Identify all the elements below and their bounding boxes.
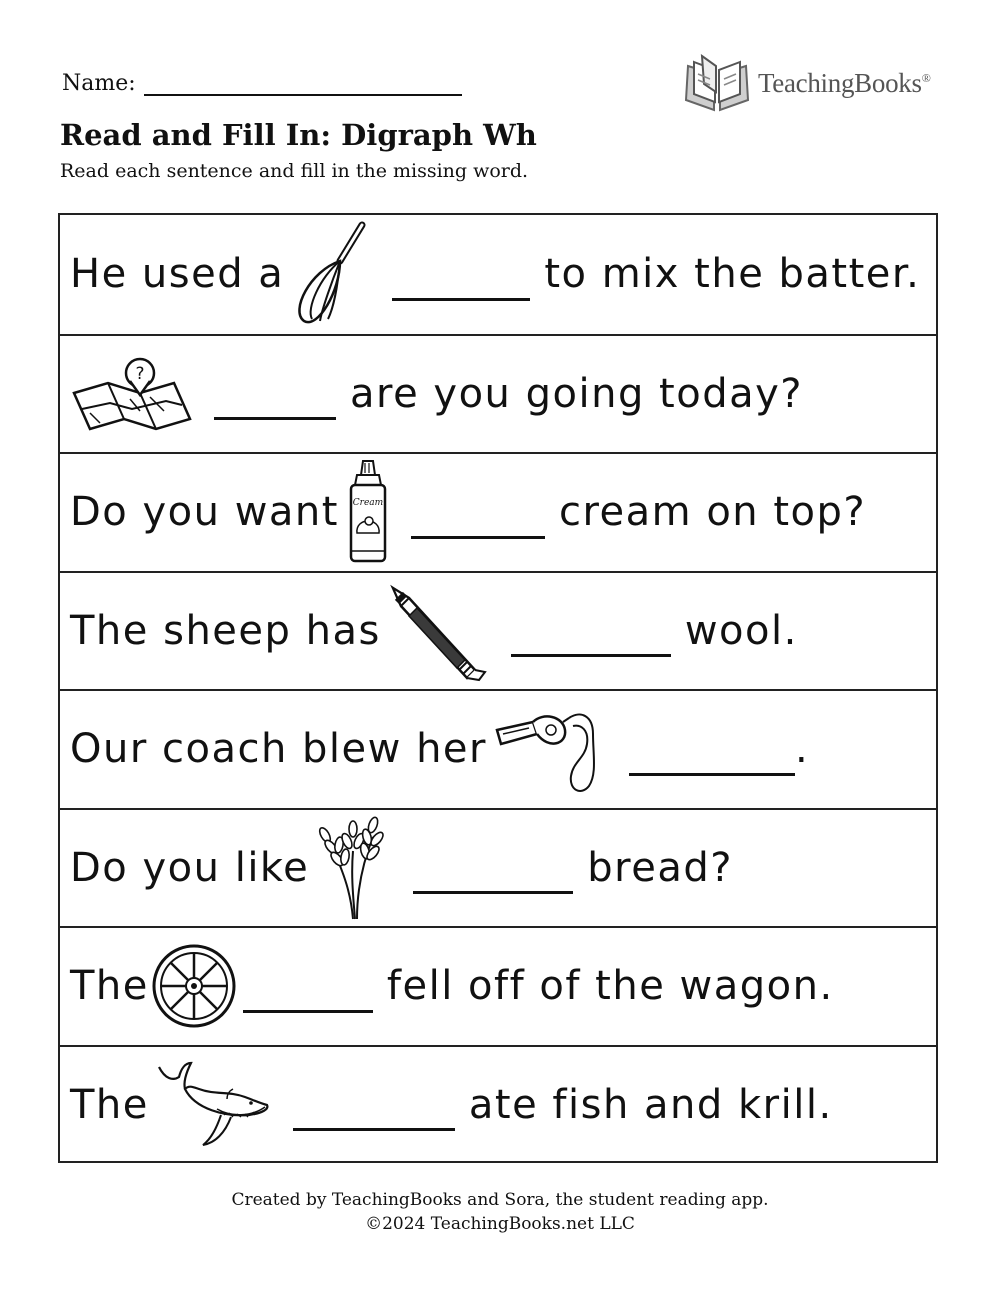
wheat-icon — [315, 815, 393, 921]
page-title: Read and Fill In: Digraph Wh — [60, 118, 537, 152]
sentence-start: Do you want — [70, 489, 339, 536]
open-book-icon — [682, 52, 752, 114]
answer-blank[interactable] — [413, 883, 573, 894]
svg-text:?: ? — [135, 363, 145, 384]
sentence-end: bread? — [587, 844, 733, 891]
name-line[interactable] — [144, 70, 462, 96]
instructions: Read each sentence and fill in the missing word. — [60, 160, 529, 182]
sentence-row — [60, 571, 936, 690]
sentence-start: The sheep has — [70, 607, 381, 654]
wheel-icon — [151, 943, 237, 1029]
whistle-icon — [493, 704, 609, 794]
sentence-end: ate fish and krill. — [468, 1081, 833, 1128]
answer-blank[interactable] — [293, 1120, 455, 1131]
sentence-end: are you going today? — [350, 370, 804, 417]
sentence-end: to mix the batter. — [544, 251, 921, 298]
sentence-end: fell off of the wagon. — [386, 963, 834, 1010]
crayon-icon — [387, 580, 491, 682]
sentence-row — [60, 689, 936, 808]
sentence-end: cream on top? — [558, 489, 867, 536]
sentence-start: The — [70, 1081, 149, 1128]
sentence-start: Our coach blew her — [70, 726, 487, 773]
answer-blank[interactable] — [629, 765, 795, 776]
sentence-end: wool. — [684, 607, 798, 654]
sentence-row — [60, 1045, 936, 1164]
worksheet-table — [58, 213, 938, 1163]
sentence-start: The — [70, 963, 149, 1010]
name-label: Name: — [62, 71, 136, 96]
answer-blank[interactable] — [214, 409, 336, 420]
footer-copyright: ©2024 TeachingBooks.net LLC — [365, 1214, 635, 1234]
sentence-row — [60, 926, 936, 1045]
sentence-row — [60, 334, 936, 453]
whale-icon — [155, 1059, 273, 1151]
sentence-row — [60, 215, 936, 334]
sentence-start: He used a — [70, 251, 285, 298]
name-field — [62, 70, 462, 96]
sentence-row — [60, 808, 936, 927]
sentence-end: . — [794, 726, 810, 773]
teachingbooks-logo — [682, 52, 931, 114]
sentence-row — [60, 452, 936, 571]
answer-blank[interactable] — [392, 290, 530, 301]
map-pin-icon — [70, 353, 194, 435]
footer-credit: Created by TeachingBooks and Sora, the student reading app. — [231, 1190, 769, 1210]
whisk-icon — [290, 221, 372, 327]
sentence-start: Do you like — [70, 844, 310, 891]
logo-text: TeachingBooks® — [758, 67, 931, 98]
answer-blank[interactable] — [511, 646, 671, 657]
answer-blank[interactable] — [411, 528, 545, 539]
answer-blank[interactable] — [243, 1002, 373, 1013]
whipped-cream-can-icon — [345, 457, 391, 567]
svg-text:Cream: Cream — [352, 498, 384, 509]
